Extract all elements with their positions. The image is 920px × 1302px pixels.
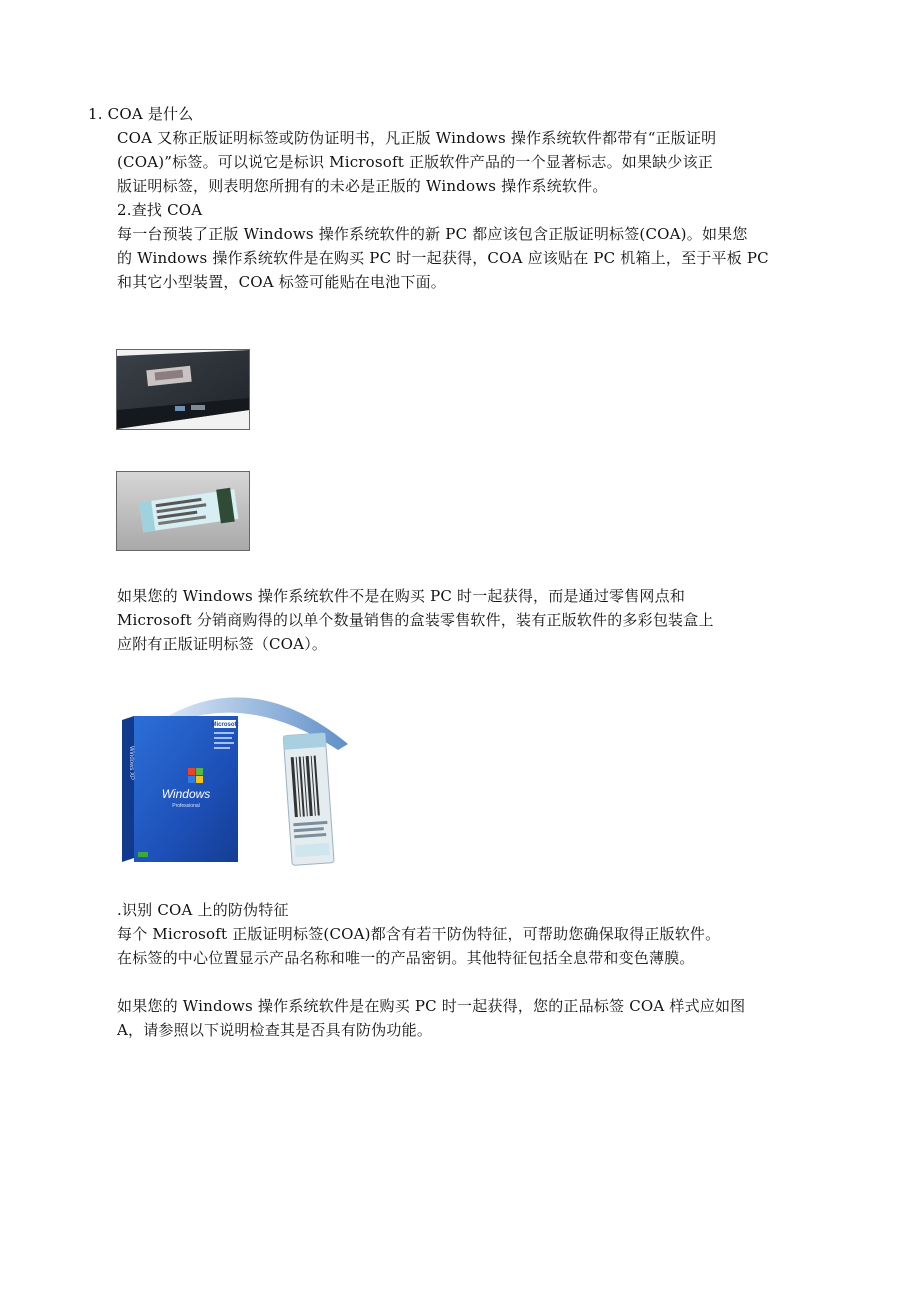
retail-line-2: Microsoft 分销商购得的以单个数量销售的盒装零售软件，装有正版软件的多彩包装盒上 — [117, 611, 714, 629]
side-text: Windows XP — [128, 746, 134, 781]
section-1-line-2: (COA)”标签。可以说它是标识 Microsoft 正版软件产品的一个显著标志。如果缺少该正 — [117, 153, 713, 171]
pc-case-coa-illustration — [117, 350, 249, 429]
retail-line-1: 如果您的 Windows 操作系统软件不是在购买 PC 时一起获得，而是通过零售网点和 — [117, 587, 686, 605]
section-2-line-2: 的 Windows 操作系统软件是在购买 PC 时一起获得，COA 应该贴在 PC 机箱上，至于平板 PC — [117, 249, 769, 267]
brand-text: Microsoft — [211, 722, 239, 728]
product-text: Windows — [161, 787, 211, 801]
section-3-heading: .识别 COA 上的防伪特征 — [117, 901, 289, 919]
retail-box-coa-image — [116, 686, 354, 868]
section-2-heading: 2.查找 COA — [117, 201, 203, 219]
retail-line-3: 应附有正版证明标签（COA）。 — [117, 635, 328, 653]
section-1-line-1: COA 又称正版证明标签或防伪证明书，凡正版 Windows 操作系统软件都带有“正版证明 — [117, 129, 717, 147]
coa-label-closeup-photo — [116, 471, 250, 551]
section-3-line-2: 在标签的中心位置显示产品名称和唯一的产品密钥。其他特征包括全息带和变色薄膜。 — [117, 949, 695, 967]
section-1-line-3: 版证明标签，则表明您所拥有的未必是正版的 Windows 操作系统软件。 — [117, 177, 608, 195]
coa-sticker — [283, 733, 334, 866]
coa-label-closeup-illustration — [117, 472, 249, 550]
edition-text: Professional — [172, 803, 200, 809]
section-3-line-1: 每个 Microsoft 正版证明标签(COA)都含有若干防伪特征，可帮助您确保取得正版软件。 — [117, 925, 721, 943]
final-line-2: A，请参照以下说明检查其是否具有防伪功能。 — [117, 1021, 433, 1039]
pc-case-coa-photo — [116, 349, 250, 430]
section-2-line-1: 每一台预装了正版 Windows 操作系统软件的新 PC 都应该包含正版证明标签(COA)。如果您 — [117, 225, 748, 243]
section-1-heading: 1. COA 是什么 — [88, 105, 194, 123]
section-2-line-3: 和其它小型装置，COA 标签可能贴在电池下面。 — [117, 273, 446, 291]
retail-box-coa-illustration — [116, 686, 354, 868]
final-line-1: 如果您的 Windows 操作系统软件是在购买 PC 时一起获得，您的正品标签 COA 样式应如图 — [117, 997, 746, 1015]
